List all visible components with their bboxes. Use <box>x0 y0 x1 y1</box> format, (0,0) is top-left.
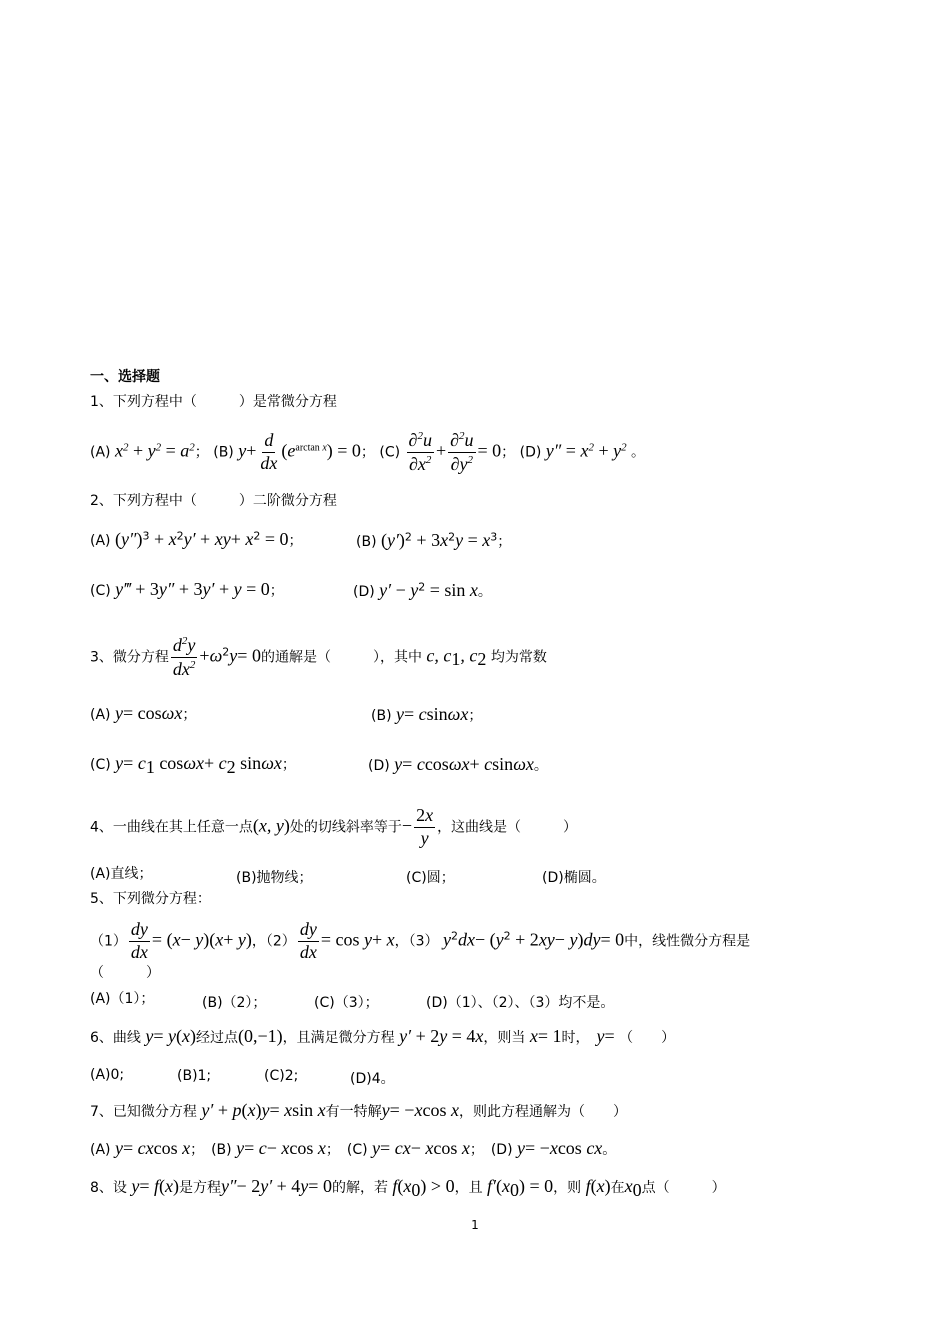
question-7-stem: 7、已知微分方程 y′ + p(x)y= xsin x有一特解y= −xcos x，则此方程通解为（ ） <box>90 1100 627 1120</box>
question-2-option-d: (D) $y' - y^2 = \sin x$。 <box>353 580 492 600</box>
question-4-stem: 4、一曲线在其上任意一点(x, y)处的切线斜率等于− $\frac{2x}{y}$ ，这曲线是（ ） <box>90 805 578 848</box>
question-8-stem: 8、设 y= f(x)是方程y″− 2y′ + 4y= 0的解，若 $f(x_0) > 0$，且 $f'(x_0) = 0$，则 f(x)在$x_0$点（ ） <box>90 1176 726 1200</box>
question-7-options: (A) y= cxcos x； (B) y= c− xcos x； (C) y= cx− xcos x； (D) y= −xcos cx。 <box>90 1138 617 1158</box>
question-5-option-c: (C)（3）； <box>314 995 379 1011</box>
question-1-stem: 1、下列方程中（ ）是常微分方程 <box>90 394 337 410</box>
question-3-option-b: (B) y= csinωx； <box>371 704 483 724</box>
question-6-option-d: (D)4。 <box>350 1071 395 1087</box>
question-1-options: (A) $x^2 + y^2 = a^2$； (B) y+ $\frac{d}{dx}$ $(e^{arctan x}) = 0$； (C) $\frac{\partial^2u}{\partial x^2}$ + $\frac{\partial^2u}{\partial y^2}$ = 0； (D) $y'' = x^2 + y^2$ 。 <box>90 430 646 474</box>
question-3-stem: 3、微分方程 $\frac{d^2y}{dx^2}$ $+\omega^2y= 0$的通解是（ ），其中 c, $c_1$, $c_2$ 均为常数 <box>90 635 547 679</box>
question-5-blank: （ ） <box>90 965 160 981</box>
question-3-option-d: (D) y= ccosωx+ csinωx。 <box>368 754 548 774</box>
question-3-option-a: (A) y= cosωx； <box>90 703 197 723</box>
question-5-option-d: (D)（1）、（2）、（3）均不是。 <box>426 995 615 1011</box>
question-4-option-d: (D)椭圆。 <box>542 870 606 886</box>
question-2-option-c: (C) y‴ + 3y″ + 3y′ + y = 0； <box>90 579 284 599</box>
question-5-option-b: (B)（2）； <box>202 995 267 1011</box>
page-number: 1 <box>471 1218 479 1232</box>
question-6-option-b: (B)1; <box>177 1068 212 1084</box>
question-6-option-a: (A)0; <box>90 1067 125 1083</box>
question-2-option-a: (A) $(y'')^3 + x^2y' + xy+ x^2 = 0$； <box>90 529 303 549</box>
question-3-option-c: (C) $y= c_1$ $\cos\omega x+ c_2$ sinωx； <box>90 753 296 777</box>
question-5-stem: 5、下列微分方程： <box>90 891 211 907</box>
question-2-option-b: (B) $(y')^2 + 3x^2y = x^3$； <box>356 530 512 550</box>
question-4-option-b: (B)抛物线； <box>236 870 313 886</box>
question-2-stem: 2、下列方程中（ ）二阶微分方程 <box>90 493 337 509</box>
question-4-option-c: (C)圆； <box>406 870 455 886</box>
section-title: 一、选择题 <box>90 369 160 385</box>
question-5-equations: （1） $\frac{dy}{dx}$ = (x− y)(x+ y)，（2） $\frac{dy}{dx}$ = cos y+ x，（3） $y^2dx- (y^2 + 2xy- y)dy= 0$中，线性微分方程是 <box>90 919 751 962</box>
question-4-option-a: (A)直线； <box>90 866 153 882</box>
question-6-stem: 6、曲线 y= y(x)经过点(0,−1)，且满足微分方程 y′ + 2y = 4x，则当 x= 1时， y= （ ） <box>90 1026 676 1046</box>
question-6-option-c: (C)2; <box>264 1068 299 1084</box>
question-5-option-a: (A)（1）； <box>90 991 155 1007</box>
